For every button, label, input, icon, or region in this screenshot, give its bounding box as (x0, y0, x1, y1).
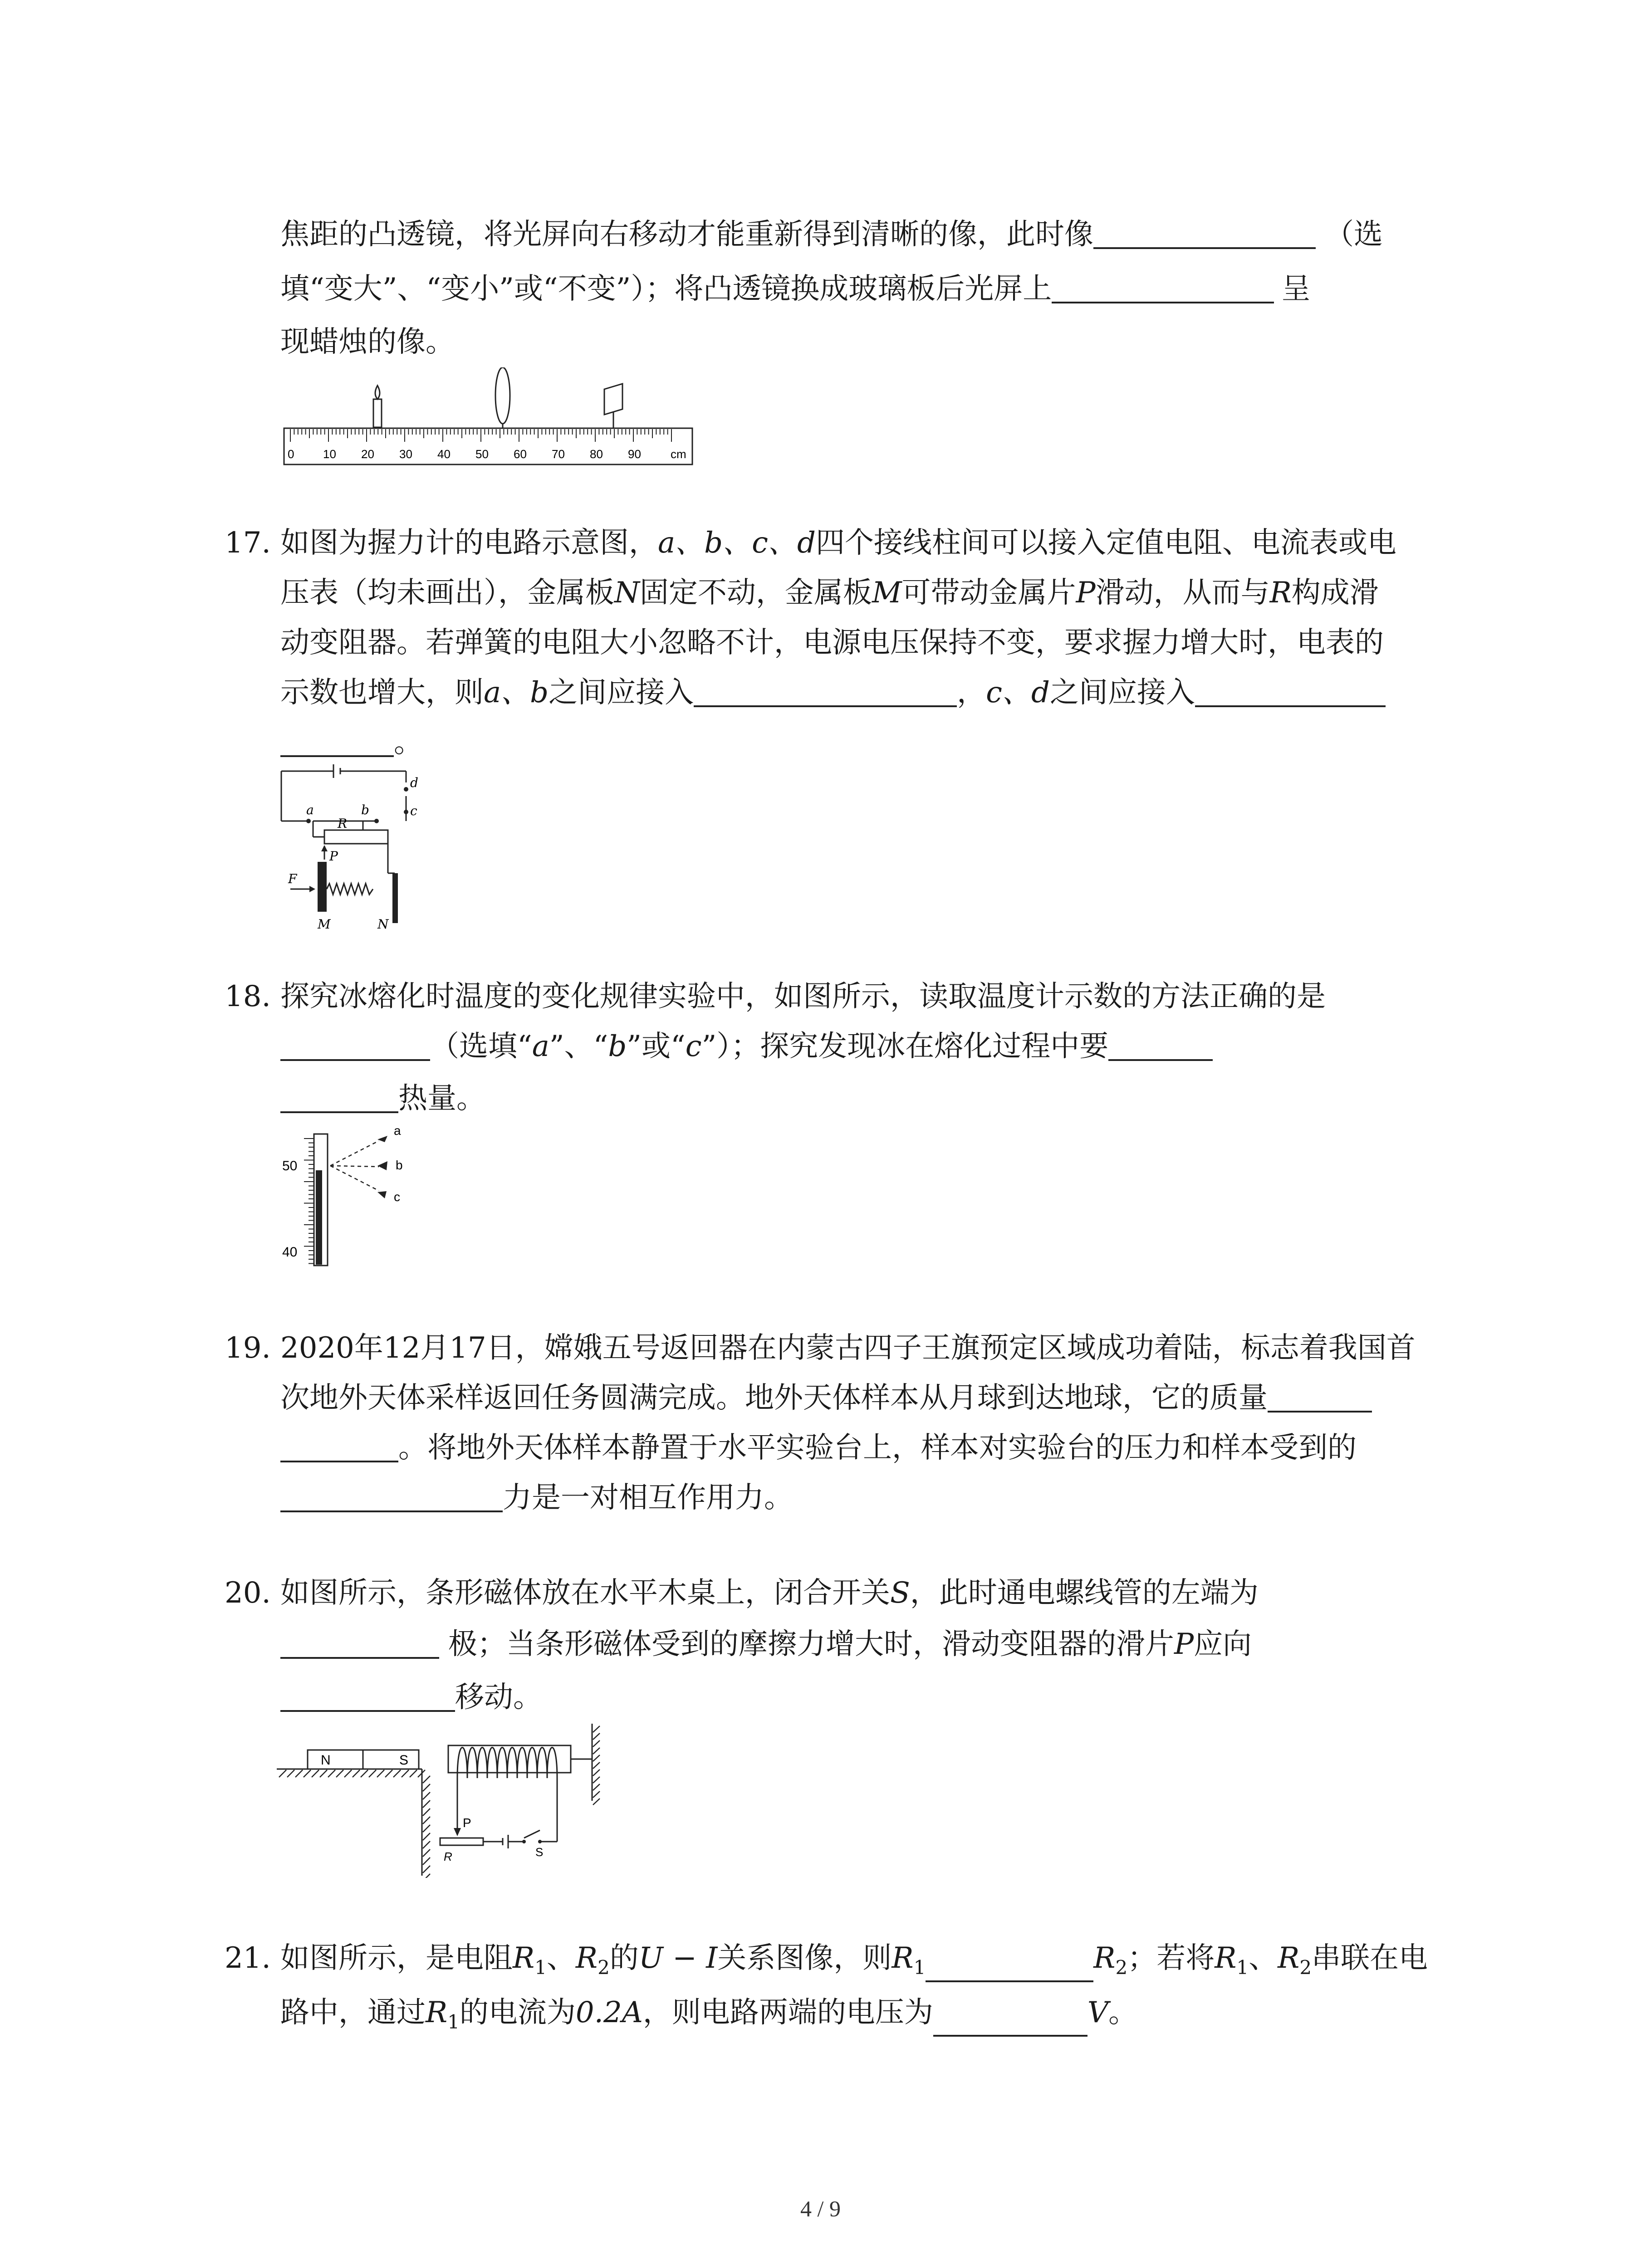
q17-line-3 (280, 626, 1384, 660)
q17-text: 动变阻器。若弹簧的电阻大小忽略不计，电源电压保持不变，要求握力增大时，电表的 (280, 626, 1384, 660)
q21-var: R (575, 1941, 598, 1975)
q16-line-3 (280, 327, 455, 357)
q21-text: 、 (546, 1941, 576, 1975)
q21-var: R (1278, 1941, 1300, 1975)
q21-sub: 1 (534, 1956, 547, 1979)
q17-line-2 (280, 576, 1379, 610)
q17-var: a、b、c、d (658, 526, 816, 560)
q17-text: 固定不动，金属板 (640, 576, 872, 610)
eye-icon-b (377, 1161, 387, 1170)
q16-text: 呈 (1281, 272, 1311, 306)
optical-bench-figure (281, 367, 699, 472)
q21-text: ；若将 (1127, 1941, 1215, 1975)
q19-number: 19. (225, 1331, 271, 1365)
q17-text: 压表（均未画出），金属板 (280, 576, 614, 610)
q21-var: 0.2A (575, 1996, 643, 2029)
q18-text: ”、“ (549, 1030, 608, 1063)
q17-line-4 (280, 678, 1386, 707)
q17-line-1 (280, 526, 1396, 560)
answer-blank[interactable] (280, 1683, 455, 1712)
q16-text: （选 (1325, 218, 1383, 251)
q19-text: 次地外天体采样返回任务圆满完成。地外天体样本从月球到达地球，它的质量 (280, 1381, 1268, 1415)
switch-s-label: S (535, 1845, 544, 1859)
q21-text: ，则电路两端的电压为 (642, 1996, 933, 2029)
rheostat-r-label: R (444, 1850, 452, 1863)
q17-text: 构成滑 (1291, 576, 1379, 610)
view-c-label: c (394, 1190, 400, 1204)
thermometer-figure (272, 1120, 436, 1270)
q21-var: R (426, 1996, 448, 2029)
q20-line-2 (280, 1630, 1252, 1659)
q17-number: 17. (225, 526, 271, 560)
candle-icon (373, 386, 382, 427)
view-a-label: a (394, 1124, 401, 1138)
q20-text: 极；当条形磁体受到的摩擦力增大时，滑动变阻器的滑片 (448, 1628, 1174, 1661)
q21-sub: 2 (1115, 1956, 1128, 1979)
ruler-label: 90 (628, 447, 641, 461)
q19-text: 。将地外天体样本静置于水平实验台上，样本对实验台的压力和样本受到的 (398, 1431, 1357, 1465)
q17-text: 示数也增大，则 (280, 676, 484, 709)
q21-text: 。 (1108, 1996, 1138, 2029)
solenoid-coil (457, 1748, 557, 1779)
ruler-unit: cm (671, 447, 686, 461)
q16-text: 填“变大”、“变小”或“不变”）；将凸透镜换成玻璃板后光屏上 (280, 272, 1052, 306)
q21-text: 、 (1249, 1941, 1278, 1975)
terminal-a-label: a (306, 802, 314, 817)
q20-number: 20. (225, 1576, 271, 1610)
answer-blank[interactable] (926, 1953, 1093, 1982)
wall-hatching (593, 1726, 600, 1805)
magnet-s-label: S (399, 1753, 409, 1768)
q17-var: P (1076, 576, 1096, 610)
terminal-b-label: b (361, 802, 369, 817)
q21-number: 21. (225, 1941, 271, 1975)
q19-line-1 (280, 1331, 1416, 1365)
q21-text: 的 (609, 1941, 639, 1975)
answer-blank[interactable] (280, 1032, 430, 1061)
q21-sub: 1 (1236, 1956, 1249, 1979)
q21-var: V (1087, 1996, 1109, 2029)
q18-text: （选填“ (430, 1030, 532, 1063)
terminal-c-label: c (410, 803, 417, 818)
q19-line-4 (280, 1481, 793, 1515)
ruler-label: 40 (437, 447, 451, 461)
q21-line-1 (280, 1941, 1428, 1982)
answer-blank[interactable] (280, 1483, 503, 1512)
q20-var: S (890, 1576, 910, 1610)
q18-text: 热量。 (398, 1082, 485, 1115)
slider-p-label: P (463, 1816, 471, 1830)
q17-text: 。 (394, 726, 423, 759)
q21-sub: 2 (1299, 1956, 1312, 1979)
q21-var: R (892, 1941, 914, 1975)
answer-blank[interactable] (280, 1433, 398, 1462)
answer-blank[interactable] (280, 1084, 398, 1113)
q18-line-2 (280, 1032, 1213, 1061)
q18-var: b (608, 1030, 627, 1063)
q17-text: 滑动，从而与 (1095, 576, 1270, 610)
q20-var: P (1174, 1628, 1194, 1661)
q18-line-1 (280, 982, 1326, 1011)
terminal-d-label: d (410, 775, 418, 790)
page-number: 4 / 9 (800, 2196, 841, 2221)
q21-text: 串联在电 (1312, 1941, 1428, 1975)
ruler-label: 10 (323, 447, 336, 461)
q18-text: 探究冰熔化时温度的变化规律实验中，如图所示，读取温度计示数的方法正确的是 (280, 980, 1326, 1013)
answer-blank[interactable] (933, 2008, 1087, 2037)
thermometer-ticks (304, 1139, 314, 1264)
plate-m-label: M (318, 917, 331, 932)
q21-line-2 (280, 1998, 1137, 2037)
q20-text: 如图所示，条形磁体放在水平木桌上，闭合开关 (280, 1576, 890, 1610)
q17-var: N (614, 576, 640, 610)
q18-var: c (685, 1030, 702, 1063)
answer-blank[interactable] (1052, 274, 1274, 303)
q20-text: 应向 (1194, 1628, 1252, 1661)
q16-text: 焦距的凸透镜，将光屏向右移动才能重新得到清晰的像，此时像 (280, 218, 1093, 251)
q20-text: ，此时通电螺线管的左端为 (910, 1576, 1259, 1610)
q19-line-3 (280, 1431, 1357, 1465)
q17-text: 可带动金属片 (901, 576, 1076, 610)
q17-text: 之间应接入 (549, 676, 694, 709)
answer-blank[interactable] (1268, 1383, 1372, 1413)
q21-sub: 1 (913, 1956, 926, 1979)
ruler-label: 30 (399, 447, 412, 461)
table-hatching (279, 1770, 430, 1878)
q17-var: c、d (986, 676, 1050, 709)
ruler-label: 0 (288, 447, 294, 461)
answer-blank[interactable] (1108, 1032, 1213, 1061)
grip-meter-circuit-figure (272, 764, 463, 932)
q16-line-2 (280, 272, 1311, 306)
force-f-label: F (288, 871, 297, 886)
ruler-label: 50 (475, 447, 489, 461)
q18-text: ”或“ (627, 1030, 686, 1063)
slider-p-arrow (454, 1828, 461, 1836)
q16-line-1 (280, 220, 1383, 249)
solenoid-figure (277, 1719, 649, 1878)
q19-text: 2020年12月17日，嫦娥五号返回器在内蒙古四子王旗预定区域成功着陆，标志着我国首 (280, 1331, 1416, 1365)
convex-lens-icon (495, 367, 510, 424)
q21-text: 的电流为 (459, 1996, 576, 2029)
answer-blank[interactable] (1195, 678, 1386, 707)
q17-var: R (1269, 576, 1292, 610)
answer-blank[interactable] (280, 728, 394, 757)
q18-number: 18. (225, 980, 271, 1013)
q17-line-5 (280, 728, 423, 757)
answer-blank[interactable] (280, 1630, 439, 1659)
q18-line-3 (280, 1084, 485, 1113)
q21-var: U − I (638, 1941, 718, 1975)
q21-text: 如图所示，是电阻 (280, 1941, 513, 1975)
q18-text: ”）；探究发现冰在熔化过程中要 (701, 1030, 1109, 1063)
magnet-n-label: N (321, 1753, 331, 1768)
ruler-label: 20 (361, 447, 374, 461)
answer-blank[interactable] (1093, 220, 1316, 249)
q20-line-3 (280, 1683, 542, 1712)
q20-text: 移动。 (455, 1681, 542, 1714)
slider-p-label: P (329, 849, 338, 864)
q19-text: 力是一对相互作用力。 (503, 1481, 793, 1515)
eye-icon-c (377, 1191, 387, 1198)
ruler-label: 80 (590, 447, 603, 461)
answer-blank[interactable] (694, 678, 957, 707)
q20-line-1 (280, 1576, 1259, 1610)
q21-text: 关系图像，则 (717, 1941, 892, 1975)
q18-var: a (532, 1030, 549, 1063)
q17-text: 之间应接入 (1049, 676, 1195, 709)
ruler-label: 60 (514, 447, 527, 461)
thermometer-40-label: 40 (282, 1245, 298, 1260)
q17-text: ， (957, 676, 986, 709)
plate-n-label: N (377, 917, 389, 932)
q17-var: M (872, 576, 902, 610)
ruler-label: 70 (552, 447, 565, 461)
q17-var: a、b (484, 676, 549, 709)
q21-text: 路中，通过 (280, 1996, 426, 2029)
q19-line-2 (280, 1383, 1372, 1413)
q21-sub: 2 (598, 1956, 610, 1979)
q16-text: 现蜡烛的像。 (280, 325, 455, 359)
light-screen-icon (604, 384, 622, 428)
q21-var: R (1215, 1941, 1237, 1975)
q21-sub: 1 (447, 2010, 460, 2033)
view-b-label: b (396, 1158, 403, 1172)
q17-text: 如图为握力计的电路示意图， (280, 526, 658, 560)
q17-text: 四个接线柱间可以接入定值电阻、电流表或电 (815, 526, 1396, 560)
rheostat (440, 1838, 483, 1845)
resistor-r-label: R (338, 816, 348, 831)
q21-var: R (513, 1941, 535, 1975)
q21-var: R (1093, 1941, 1116, 1975)
thermometer-50-label: 50 (282, 1158, 298, 1173)
